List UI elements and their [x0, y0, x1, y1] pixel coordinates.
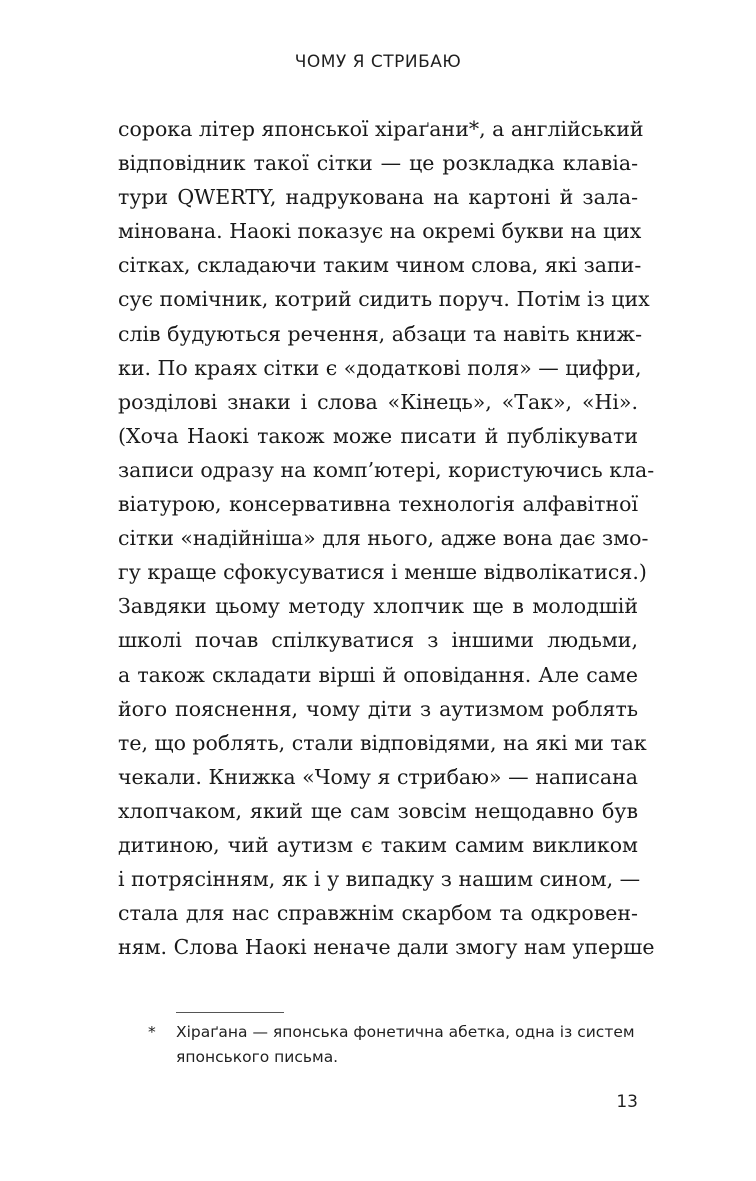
- running-head-title: ЧОМУ Я СТРИБАЮ: [294, 52, 462, 72]
- page-number: 13: [616, 1092, 638, 1112]
- text-line: відповідник такої сітки — це розкладка клавіа-: [118, 151, 638, 176]
- text-line: записи одразу на комп’ютері, користуючись кла-: [118, 457, 655, 482]
- text-line: те, що роблять, стали відповідями, на які ми так: [118, 730, 647, 755]
- text-line: ням. Слова Наокі неначе дали змогу нам уперше: [118, 935, 655, 960]
- footnote-line: японського письма.: [176, 1048, 339, 1066]
- text-line: чекали. Книжка «Чому я стрибаю» — написана: [118, 764, 638, 789]
- text-line: ки. По краях сітки є «додаткові поля» — цифри,: [118, 355, 642, 380]
- text-line: дитиною, чий аутизм є таким самим викликом: [118, 832, 638, 857]
- text-line: школі почав спілкуватися з іншими людьми,: [118, 628, 638, 653]
- text-line: (Хоча Наокі також може писати й публікувати: [118, 423, 638, 448]
- footnote-line: Хіраґана — японська фонетична абетка, одна із систем: [176, 1023, 635, 1041]
- text-line: сує помічник, котрий сидить поруч. Потім із цих: [118, 287, 650, 312]
- text-line: хлопчаком, який ще сам зовсім нещодавно був: [118, 798, 638, 823]
- text-line: його пояснення, чому діти з аутизмом роблять: [118, 696, 638, 721]
- footnote-separator: [176, 1012, 284, 1013]
- text-line: віатурою, консервативна технологія алфавітної: [118, 492, 638, 517]
- text-line: стала для нас справжнім скарбом та одкровен-: [118, 901, 638, 926]
- text-line: і потрясінням, як і у випадку з нашим сином, —: [118, 867, 641, 892]
- text-line: слів будуються речення, абзаци та навіть книж-: [118, 321, 643, 346]
- footnote: [118, 1020, 638, 1070]
- text-line: Завдяки цьому методу хлопчик ще в молодшій: [118, 594, 638, 619]
- text-line: мінована. Наокі показує на окремі букви на цих: [118, 219, 642, 244]
- text-line: а також складати вірші й оповідання. Але саме: [118, 662, 638, 687]
- body-text: [118, 112, 655, 964]
- text-line: сітки «надійніша» для нього, адже вона дає змо-: [118, 526, 649, 551]
- text-line: гу краще сфокусуватися і менше відволікатися.): [118, 560, 647, 585]
- text-line: тури QWERTY, надрукована на картоні й зала-: [118, 185, 638, 210]
- text-line: сорока літер японської хіраґани*, а англійський: [118, 117, 644, 141]
- text-line: розділові знаки і слова «Кінець», «Так», «Ні».: [118, 389, 638, 414]
- footnote-marker: *: [148, 1023, 156, 1041]
- text-line: сітках, складаючи таким чином слова, які запи-: [118, 253, 642, 278]
